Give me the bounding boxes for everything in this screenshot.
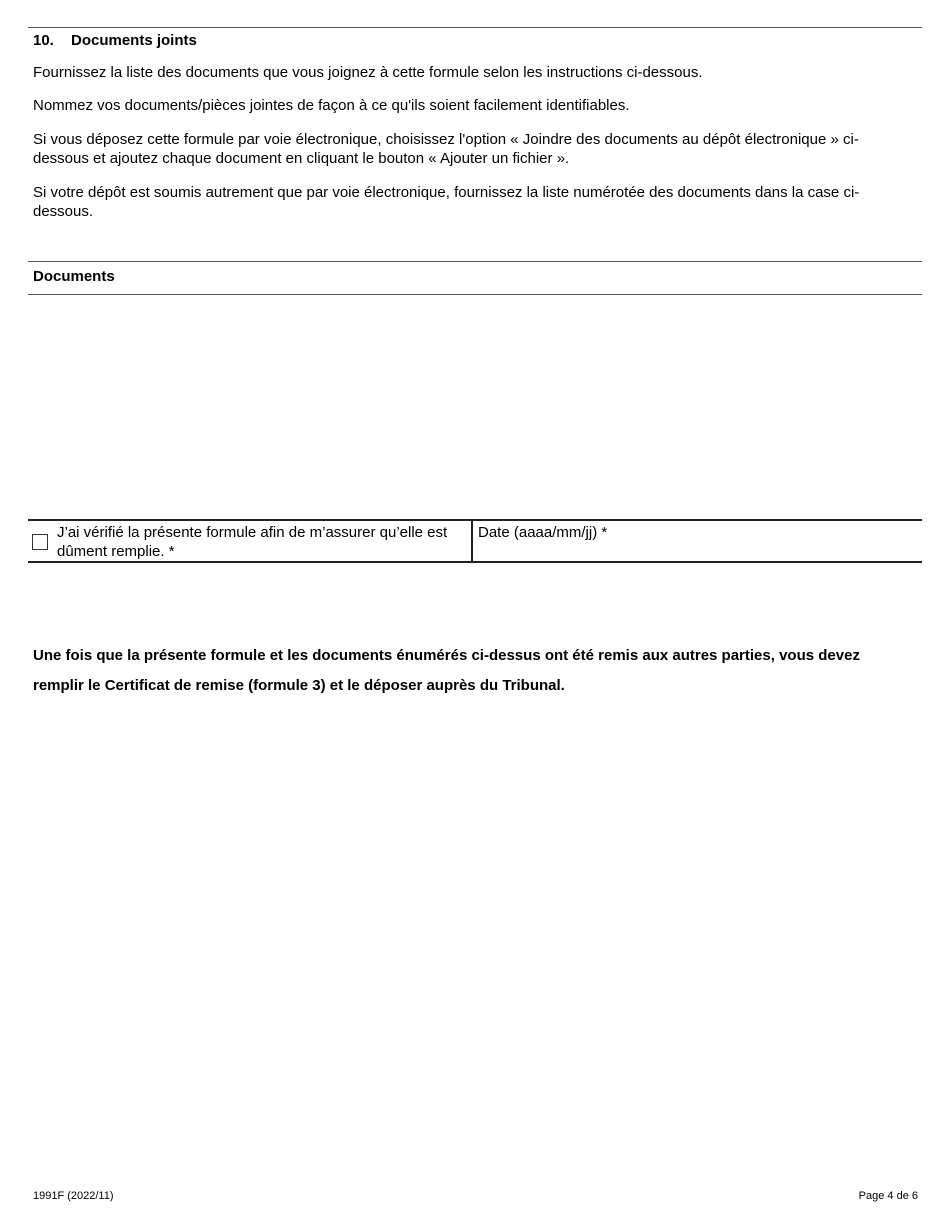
section-title: Documents joints xyxy=(71,32,197,49)
documents-label: Documents xyxy=(33,268,115,285)
date-label: Date (aaaa/mm/jj) * xyxy=(478,524,608,541)
section-heading xyxy=(33,32,197,49)
section-number: 10. xyxy=(33,32,54,49)
page-number: Page 4 de 6 xyxy=(858,1190,918,1202)
documents-bottom-rule xyxy=(28,294,922,295)
instruction-paragraph-4: Si votre dépôt est soumis autrement que par voie électronique, fournissez la liste numérotée des documents dans la case ci-dessous. xyxy=(33,184,860,220)
instruction-paragraph-2: Nommez vos documents/pièces jointes de façon à ce qu'ils soient facilement identifiables. xyxy=(33,97,630,114)
verification-checkbox[interactable] xyxy=(32,534,48,550)
verification-row xyxy=(28,519,922,563)
remise-notice: Une fois que la présente formule et les documents énumérés ci-dessus ont été remis aux autres parties, vous devez remplir le Certificat de remise (formule 3) et le déposer auprès du Tribunal. xyxy=(33,647,860,694)
documents-top-rule xyxy=(28,261,922,262)
date-field[interactable] xyxy=(475,521,924,563)
verification-label: J’ai vérifié la présente formule afin de m’assurer qu’elle est dûment remplie. * xyxy=(57,524,448,560)
top-rule xyxy=(28,27,922,28)
documents-list-area[interactable] xyxy=(28,296,922,518)
instruction-paragraph-1: Fournissez la liste des documents que vous joignez à cette formule selon les instructions ci-dessous. xyxy=(33,64,703,81)
form-code: 1991F (2022/11) xyxy=(33,1190,114,1202)
instruction-paragraph-3: Si vous déposez cette formule par voie électronique, choisissez l'option « Joindre des documents au dépôt électronique » ci-dessous et ajoutez chaque document en cliquant le bouton « Ajouter un fichier ». xyxy=(33,131,859,167)
verification-cell xyxy=(28,521,473,561)
